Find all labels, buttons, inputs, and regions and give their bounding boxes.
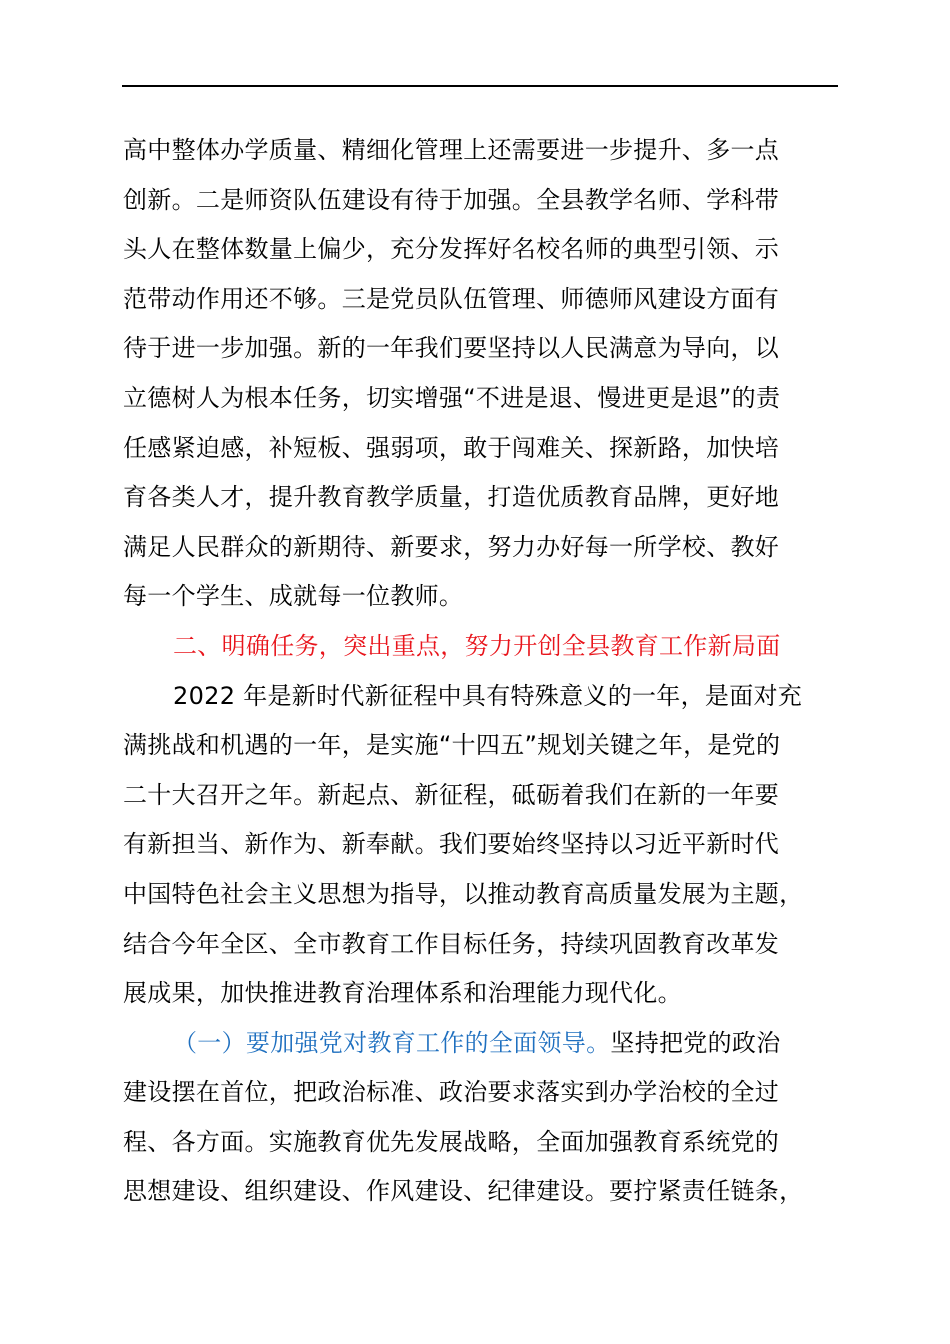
text-line: 展成果，加快推进教育治理体系和治理能力现代化。 <box>123 979 682 1008</box>
paragraph-3 <box>123 1019 839 1217</box>
text-line: 建设摆在首位，把政治标准、政治要求落实到办学治校的全过 <box>123 1078 780 1107</box>
text-line: 创新。二是师资队伍建设有待于加强。全县教学名师、学科带 <box>123 185 780 214</box>
paragraph-2 <box>123 672 839 1019</box>
text-line <box>123 1019 839 1069</box>
subheading: （一）要加强党对教育工作的全面领导。 <box>173 1028 611 1057</box>
text-line: 中国特色社会主义思想为指导，以推动教育高质量发展为主题， <box>123 879 804 908</box>
text-line: 立德树人为根本任务，切实增强“不进是退、慢进更是退”的责 <box>123 383 781 412</box>
text-line: 结合今年全区、全市教育工作目标任务，持续巩固教育改革发 <box>123 929 780 958</box>
text-line: 育各类人才，提升教育教学质量，打造优质教育品牌，更好地 <box>123 483 780 512</box>
text-line: 有新担当、新作为、新奉献。我们要始终坚持以习近平新时代 <box>123 830 780 859</box>
text-line: 头人在整体数量上偏少，充分发挥好名校名师的典型引领、示 <box>123 235 780 264</box>
text-line: 每一个学生、成就每一位教师。 <box>123 582 464 611</box>
text-line: 思想建设、组织建设、作风建设、纪律建设。要拧紧责任链条， <box>123 1177 804 1206</box>
text-line: 任感紧迫感，补短板、强弱项，敢于闯难关、探新路，加快培 <box>123 433 780 462</box>
text-line: 满挑战和机遇的一年，是实施“十四五”规划关键之年，是党的 <box>123 731 781 760</box>
text-line: 程、各方面。实施教育优先发展战略，全面加强教育系统党的 <box>123 1127 780 1156</box>
text-line: 高中整体办学质量、精细化管理上还需要进一步提升、多一点 <box>123 136 780 164</box>
text-line: 满足人民群众的新期待、新要求，努力办好每一所学校、教好 <box>123 532 780 561</box>
text-run: 坚持把党的政治 <box>610 1028 781 1057</box>
header-rule <box>122 85 838 87</box>
text-line: 范带动作用还不够。三是党员队伍管理、师德师风建设方面有 <box>123 284 780 313</box>
text-line: 二十大召开之年。新起点、新征程，砥砺着我们在新的一年要 <box>123 780 780 809</box>
section-heading: 二、明确任务，突出重点，努力开创全县教育工作新局面 <box>173 631 781 660</box>
text-line: 2022 年是新时代新征程中具有特殊意义的一年，是面对充 <box>173 681 803 710</box>
paragraph-1 <box>123 126 839 622</box>
document-body <box>123 126 839 1217</box>
text-line: 待于进一步加强。新的一年我们要坚持以人民满意为导向，以 <box>123 334 780 363</box>
